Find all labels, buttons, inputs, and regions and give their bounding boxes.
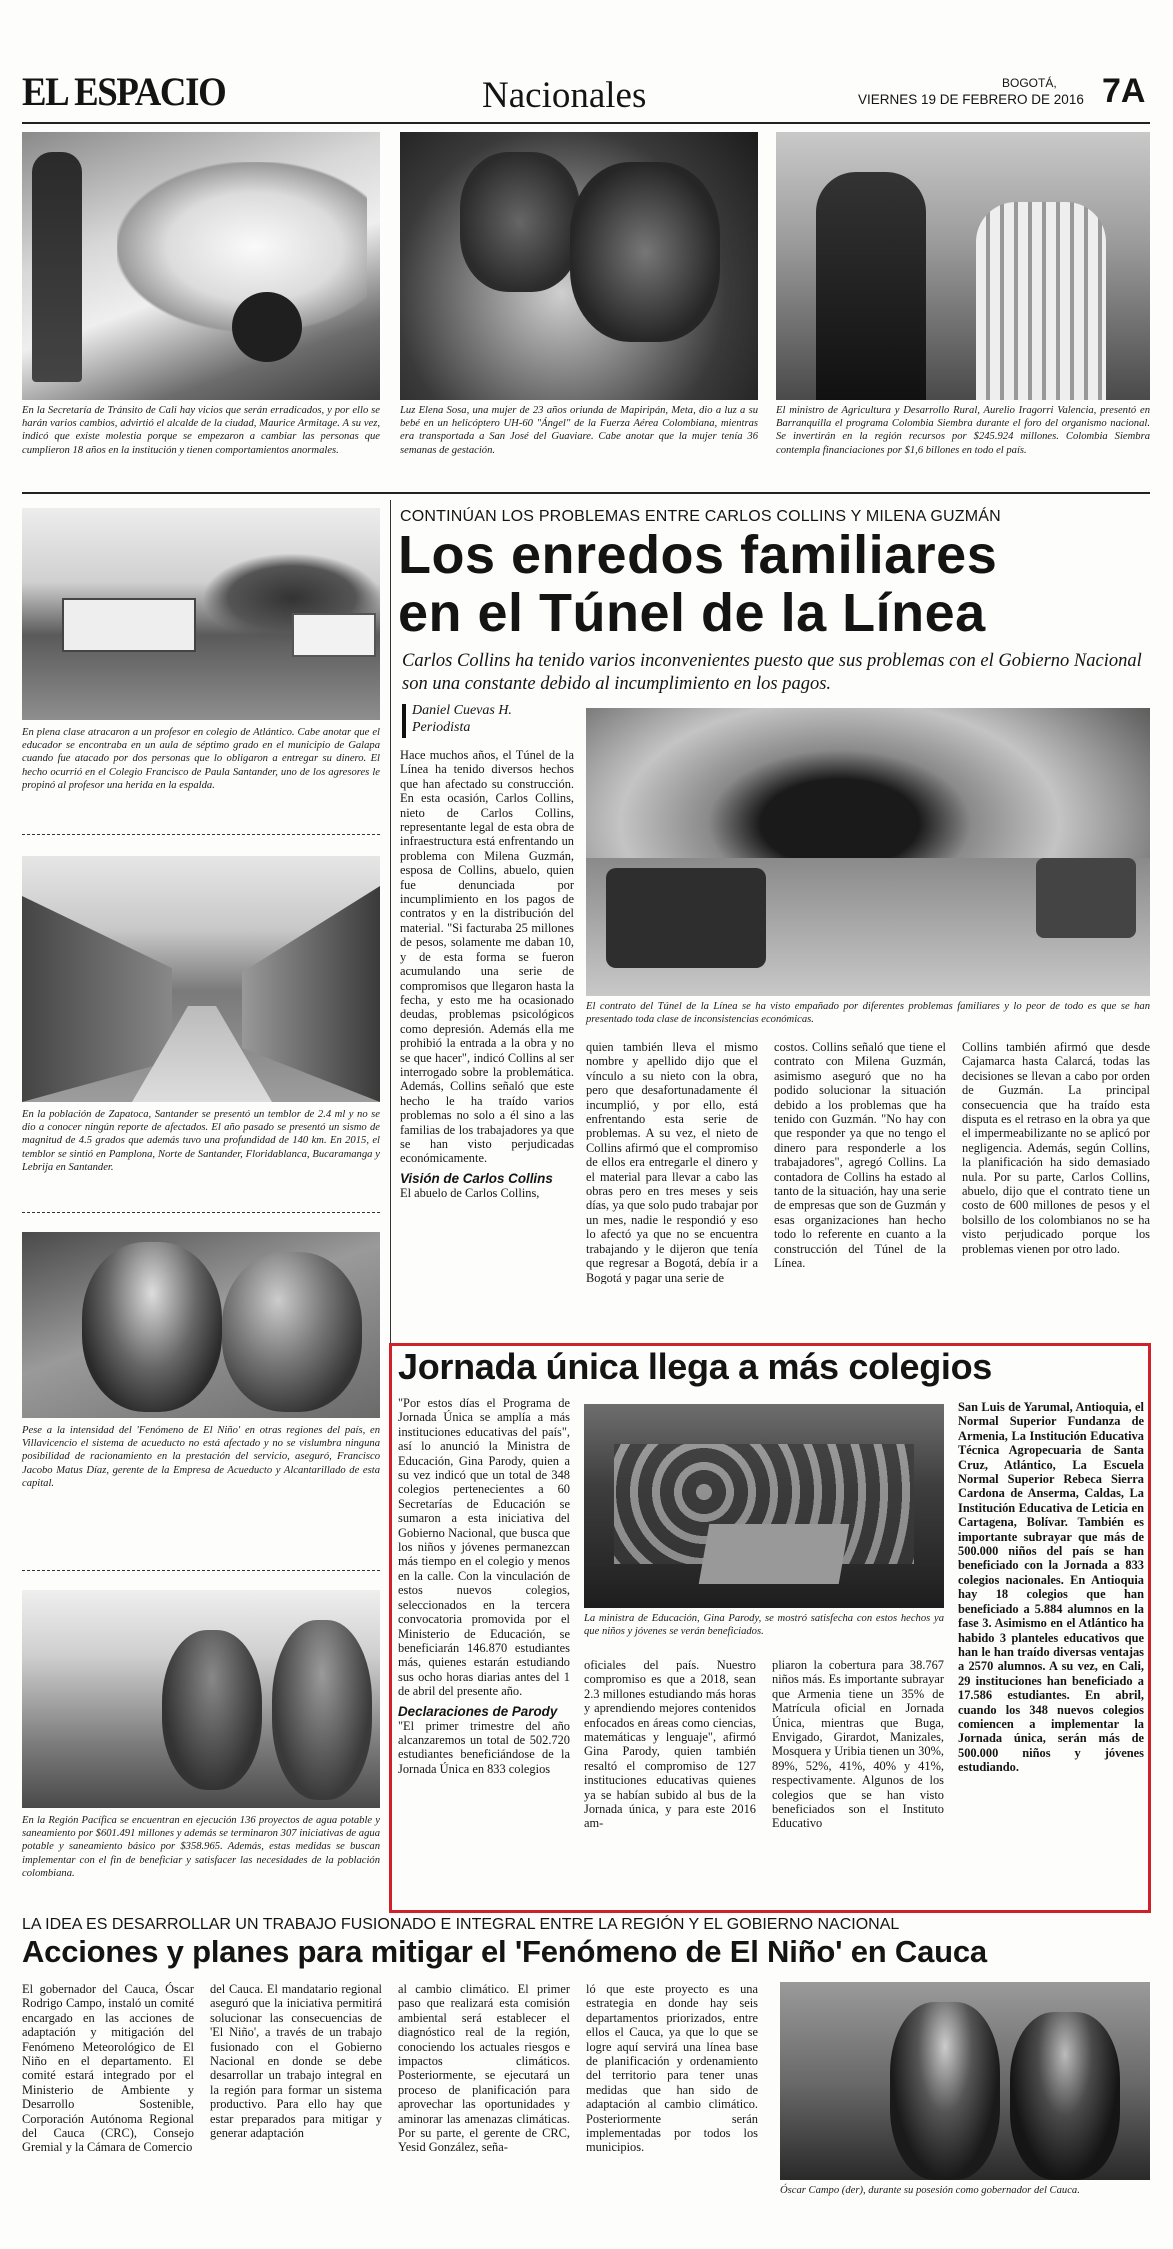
jornada-col1-text: "Por estos días el Programa de Jornada Única se amplía a más instituciones educativas del país", así lo anunció la Ministra de Educación, Gina Parody, quien a su vez indicó que un total de 348 colegios pertenecientes a 60 Secretarías de Educación se sumaron a esta iniciativa del Gobierno Nacional, que busca que los niños y jóvenes permanezcan más tiempo en el colegio y menos en la calle. Con la vinculación de estos nuevos colegios, seleccionados en la tercera convocatoria promovida por el Ministerio de Educación, se beneficiarán 146.870 estudiantes más, quienes estarán estudiando sus ocho horas diarias antes del 1 de abril del presente año. [398, 1396, 570, 1699]
masthead-rule [22, 122, 1150, 124]
caption-zapatoca: En la población de Zapatoca, Santander se presentó un temblor de 2.4 ml y no se dio a conocer ningún reporte de afectados. El año pasado se presentó un sismo de magnitud de 4.5 grados que además tuvo una profundidad de 140 km. En 2015, el temblor se sintió en Pamplona, Norte de Santander, Floridablanca, Bucaramanga y Lebrija en Santander. [22, 1109, 380, 1173]
left-divider-3 [22, 1570, 380, 1571]
bottom-col2: del Cauca. El mandatario regional aseguró que la iniciativa permitirá solucionar las consecuencias de 'El Niño', a través de un trabajo fusionado con el Gobierno Nacional en donde se debe desarrollar un trabajo integral en la región para formar un sistema productivo. Para ello hay que estar preparados para mitigar y generar adaptación [210, 1982, 382, 2141]
paper-logo: EL ESPACIO [22, 69, 226, 114]
main-col4: Collins también afirmó que desde Cajamarca hasta Calarcá, todas las decisiones se llevan a cabo por orden de Guzmán. La principal consecuencia que ha traído esta disputa es el retraso en la obra ya que el impermeabilizante no se aplicó por negligencia. Además, según Collins, la planificación ha sido demasiado nula. Por su parte, Carlos Collins, abuelo, dijo que el contrato tiene un costo de 600 millones de pesos y el bolsillo de los colombianos no se ha visto perjudicado porque los problemas vienen por otro lado. [962, 1040, 1150, 1256]
photo-gina-parody [584, 1404, 944, 1608]
photo-helicoptero-parto [400, 132, 758, 400]
byline-bar [402, 704, 406, 738]
main-headline-line1: Los enredos familiares [398, 525, 998, 585]
top-section-rule [22, 492, 1150, 494]
bottom-col3: al cambio climático. El primer paso que realizará esta comisión ambiental será establecer el diagnóstico real de la región, conociendo los actuales riesgos e impactos climáticos. Posteriormente, se ejecutará un proceso de planificación para aprovechar las oportunidades y aminorar las amenazas climáticas. Por su parte, el gerente de CRC, Yesid González, seña- [398, 1982, 570, 2155]
main-headline-line2: en el Túnel de la Línea [398, 583, 986, 643]
masthead [22, 62, 1150, 122]
bottom-col4: ló que este proyecto es una estrategia en donde hay seis departamentos priorizados, entre ellos el Cauca, ya que lo que se logre aquí servirá una línea base de planificación y ordenamiento del territorio para tener unas medidas que han sido de adaptación al cambio climático. Posteriormente serán implementadas por todos los municipios. [586, 1982, 758, 2155]
byline-role: Periodista [412, 720, 471, 735]
caption-villavicencio: Pese a la intensidad del 'Fenómeno de El Niño' en otras regiones del país, en Villavicencio el sistema de acueducto no está afectado y no se vislumbra ninguna posibilidad de racionamiento en la prestación del servicio, aseguró, Francisco Jacobo Matus Díaz, gerente de la Empresa de Acueducto y Alcantarillado de esta capital. [22, 1425, 380, 1489]
photo-zapatoca [22, 856, 380, 1102]
main-col3: costos. Collins señaló que tiene el contrato con Milena Guzmán, asimismo aseguró que no ha podido solucionar la situación debido a los problemas que ha tenido con Guzmán. "No hay con que responder ya que no tengo el dinero para responderle a los trabajadores", agregó Collins. La contadora de Collins ha estado al tanto de la situación, hay una serie de empresas que son de Guzmán y esas organizaciones han hecho todo lo referente en cuanto a la construcción del Túnel de la Línea. [774, 1040, 946, 1271]
left-divider-2 [22, 1212, 380, 1213]
dateline-city: BOGOTÁ, [1002, 76, 1057, 90]
caption-ministro: El ministro de Agricultura y Desarrollo Rural, Aurelio Iragorri Valencia, presentó en Barranquilla el programa Colombia Siembra durante el foro del organismo nacional. Se invertirán en la región recursos por $245.924 millones. Colombia Siembra contempla financiaciones por $1,6 billones en todo el país. [776, 405, 1150, 456]
photo-oscar-campo [780, 1982, 1150, 2180]
main-col1-text: Hace muchos años, el Túnel de la Línea ha tenido diversos hechos que han afectado su construcción. En esta ocasión, Carlos Collins, nieto de Carlos Collins, representante legal de esta obra de infraestructura está enfrentando un problema con Milena Guzmán, esposa de Collins, abuelo, quien fue denunciada por incumplimiento en los pagos de contratos y en la distribución del material. "Si facturaba 25 millones de pesos, solamente me daban 10, y de esta forma se fueron acumulando una serie de compromisos que llegaron hasta la fecha, y esto me ha ocasionado deudas, problemas psicológicos como depresión. Además ella me prohibió la entrada a la obra y no se que hacer", indicó Collins al ser interrogado sobre la problemática. Además, Collins señaló que este hecho le ha traído varios problemas no solo a él sino a las familias de los trabajadores ya que se han visto perjudicadas económicamente. [400, 748, 574, 1166]
photo-tunel-linea [586, 708, 1150, 996]
page-number: 7A [1102, 72, 1146, 110]
photo-cali-transito [22, 132, 380, 400]
jornada-subhead: Declaraciones de Parody [398, 1703, 558, 1719]
caption-colegio: En plena clase atracaron a un profesor en colegio de Atlántico. Cabe anotar que el educador se encontraba en un aula de séptimo grado en el municipio de Galapa cuando fue atacado por dos personas que lo obligaron a entregar su dinero. El hecho ocurrió en el Colegio Francisco de Paula Santander, uno de los agresores le propinó al profesor una herida en la espalda. [22, 727, 380, 791]
jornada-col2: oficiales del país. Nuestro compromiso es que a 2018, sean 2.3 millones estudiando más horas y aprendiendo mejores contenidos enfocados en áreas como ciencias, matemáticas y lenguaje", afirmó Gina Parody, quien también resaltó el compromiso de 127 instituciones educativas quienes ya se habían subido al bus de la Jornada única, y para este 2016 am- [584, 1658, 756, 1831]
jornada-col1-tail: "El primer trimestre del año alcanzaremos un total de 502.720 estudiantes beneficiándose de la Jornada Única en 833 colegios [398, 1718, 570, 1776]
main-col2: quien también lleva el mismo nombre y apellido dijo que el vínculo a su nieto con la obra, pero que desafortunadamente él incumplió, y por ello, está enfrentando esta serie de problemas. A su vez, el nieto de Collins afirmó que el compromiso de ellos era entregarle el dinero y el material para llevar a cabo las obras pero en tres meses y seis días, ya que solo pudo trabajar por un mes, nadie le respondió y eso lo afectó ya que no se encuentra trabajando y le dijeron que tenía que regresar a Bogotá, debía ir a Bogotá y pagar una serie de [586, 1040, 758, 1284]
caption-gina-parody: La ministra de Educación, Gina Parody, se mostró satisfecha con estos hechos ya que niños y jóvenes se verán beneficiados. [584, 1613, 944, 1638]
left-divider-1 [22, 834, 380, 835]
main-kicker: CONTINÚAN LOS PROBLEMAS ENTRE CARLOS COLLINS Y MILENA GUZMÁN [400, 508, 1001, 525]
bottom-col1: El gobernador del Cauca, Óscar Rodrigo Campo, instaló un comité encargado en las acciones de adaptación y mitigación del Fenómeno Meteorológico de El Niño en el departamento. El comité estará integrado por el Ministerio de Ambiente y Desarrollo Sostenible, Corporación Autónoma Regional del Cauca (CRC), Consejo Gremial y la Cámara de Comercio [22, 1982, 194, 2155]
caption-oscar-campo: Óscar Campo (der), durante su posesión como gobernador del Cauca. [780, 2185, 1080, 2196]
main-col1-tail: El abuelo de Carlos Collins, [400, 1185, 540, 1200]
photo-region-pacifica [22, 1590, 380, 1808]
section-title: Nacionales [482, 75, 647, 116]
photo-colegio-atlantico [22, 508, 380, 720]
caption-helicoptero: Luz Elena Sosa, una mujer de 23 años oriunda de Mapiripán, Meta, dio a luz a su bebé en un helicóptero UH-60 "Ángel" de la Fuerza Aérea Colombiana, mientras era transportada a San José del Guaviare. Cabe anotar que la mujer tenía 36 semanas de gestación. [400, 405, 758, 456]
jornada-headline: Jornada única llega a más colegios [398, 1346, 993, 1387]
jornada-col3: pliaron la cobertura para 38.767 niños más. Es importante subrayar que Armenia tiene un 35% de Matrícula oficial en Jornada Única, mientras que Buga, Envigado, Girardot, Manizales, Mosquera y Uribia tienen un 30%, 89%, 52%, 41%, 40% y 41%, respectivamente. Algunos de los colegios que se han visto beneficiados son el Instituto Educativo [772, 1658, 944, 1831]
main-col1-subhead: Visión de Carlos Collins [400, 1170, 553, 1186]
jornada-col4 [958, 1400, 1144, 1906]
main-col1 [400, 748, 574, 1286]
photo-villavicencio [22, 1232, 380, 1418]
jornada-col1 [398, 1396, 570, 1906]
main-dek: Carlos Collins ha tenido varios inconvenientes puesto que sus problemas con el Gobierno Nacional son una constante debido al incumplimiento en los pagos. [402, 651, 1142, 694]
bottom-kicker: LA IDEA ES DESARROLLAR UN TRABAJO FUSIONADO E INTEGRAL ENTRE LA REGIÓN Y EL GOBIERNO NACIONAL [22, 1916, 900, 1933]
photo-ministro-agricultura [776, 132, 1150, 400]
caption-region-pacifica: En la Región Pacífica se encuentran en ejecución 136 proyectos de agua potable y saneamiento por $601.491 millones y además se terminaron 307 iniciativas de agua potable y saneamiento básico por $358.965. Además, estas medidas se buscan implementar con el fin de beneficiar y satisfacer las necesidades de la población colombiana. [22, 1815, 380, 1879]
caption-tunel: El contrato del Túnel de la Línea se ha visto empañado por diferentes problemas familiares y lo peor de todo es que se han presentado toda clase de inconsistencias económicas. [586, 1001, 1150, 1026]
dateline-date: VIERNES 19 DE FEBRERO DE 2016 [858, 92, 1084, 107]
caption-cali-transito: En la Secretaría de Tránsito de Cali hay vicios que serán erradicados, y por ello se harán varios cambios, advirtió el alcalde de la ciudad, Maurice Armitage. A su vez, indicó que existe molestia porque se empezaron a cambiar las personas que cumplieron 18 años en la institución y tienen comportamientos anormales. [22, 405, 380, 456]
bottom-headline: Acciones y planes para mitigar el 'Fenómeno de El Niño' en Cauca [22, 1934, 987, 1969]
byline-name: Daniel Cuevas H. [412, 703, 512, 718]
jornada-col4-text: San Luis de Yarumal, Antioquia, el Normal Superior Fundanza de Armenia, La Institución Educativa Técnica Agropecuaria de Santa Cruz, Atlántico, La Escuela Normal Superior Rebeca Sierra Cardona de Anserma, Caldas, La Institución Educativa de Leticia en Cartagena, Bolívar. También es importante subrayar que más de 500.000 niños del país se han beneficiado con la Jornada a 833 colegios nacionales. En Antioquia hay 18 colegios que han beneficiado a 5.884 alumnos en la fase 3. Asimismo en el Atlántico ha habido 3 planteles educativos que han le han traído diversas ventajas a 2570 alumnos. A su vez, en Cali, 29 instituciones han beneficiado a 17.586 estudiantes. En abril, cuando los 348 nuevos colegios comiencen a implementar la Jornada única, serán más de 500.000 niños y jóvenes estudiando. [958, 1400, 1144, 1775]
